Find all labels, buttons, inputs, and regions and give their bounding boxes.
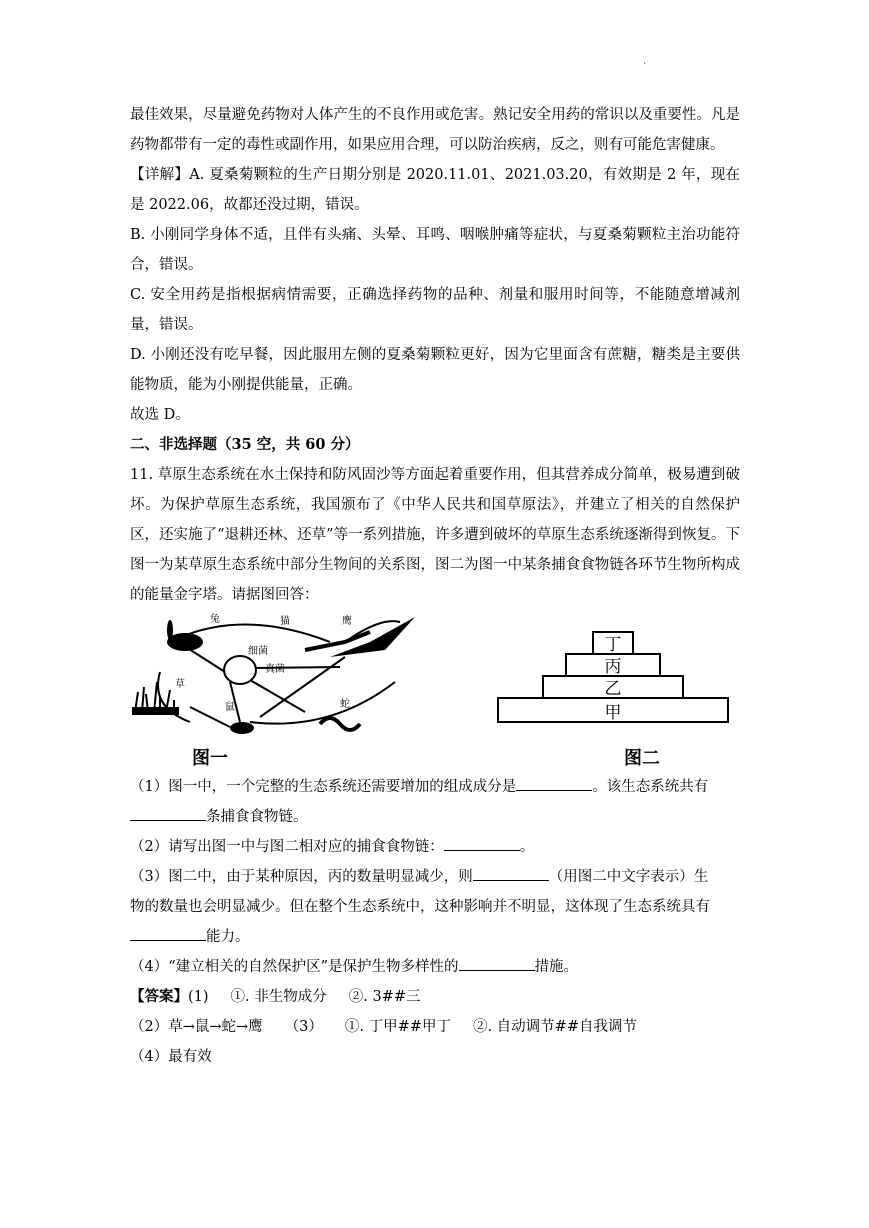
energy-pyramid: [496, 630, 730, 725]
q11-sub3-line2: 物的数量也会明显减少。但在整个生态系统中，这种影响并不明显，这体现了生态系统具有: [130, 899, 710, 915]
q11-sub1-line1: （1）图一中，一个完整的生态系统还需要增加的组成成分是 。该生态系统共有: [130, 772, 740, 802]
q11-sub3-line1: （3）图二中，由于某种原因，丙的数量明显减少，则 （用图二中文字表示）生: [130, 862, 740, 892]
blank-3: [444, 834, 520, 851]
section-title: 二、非选择题（35 空，共 60 分）: [130, 436, 360, 453]
grass-icon: [133, 682, 178, 714]
blank-5: [130, 924, 206, 941]
snake-icon: [320, 718, 360, 730]
pyramid-label-jia: 甲: [604, 703, 622, 723]
detail-d: D. 小刚还没有吃早餐，因此服用左侧的夏桑菊颗粒更好，因为它里面含有蔗糖，糖类是主要供能物质，能为小刚提供能量，正确。: [130, 347, 740, 393]
detail-a: 【详解】A. 夏桑菊颗粒的生产日期分别是 2020.11.01、2021.03.20，有效期是 2 年，现在是 2022.06，故都还没过期，错误。: [130, 167, 740, 213]
page-dot: .: [643, 56, 647, 67]
label-snake: 蛇: [340, 699, 350, 710]
q11-stem: 11. 草原生态系统在水土保持和防风固沙等方面起着重要作用，但其营养成分简单，极易遭到破坏。为保护草原生态系统，我国颁布了《中华人民共和国草原法》，并建立了相关的自然保护区，还实施了“退耕还林、还草”等一系列措施，许多遭到破坏的草原生态系统逐渐得到恢复。下图一为某草原生态系统中部分生物间的关系图，图二为图一中某条捕食食物链各环节生物所构成的能量金字塔。请据图回答：: [130, 467, 740, 603]
q11-sub4: （4）“建立相关的自然保护区”是保护生物多样性的 措施。: [130, 952, 740, 982]
q11-sub2: （2）请写出图一中与图二相对应的捕食食物链： 。: [130, 832, 740, 862]
label-cat: 猫: [280, 616, 290, 627]
blank-4: [473, 864, 549, 881]
detail-choice: 故选 D。: [130, 407, 190, 423]
figure2-caption: 图二: [624, 748, 660, 769]
detail-c: C. 安全用药是指根据病情需要，正确选择药物的品种、剂量和服用时间等，不能随意增减剂量，错误。: [130, 287, 740, 333]
detail-label: 【详解】: [130, 167, 190, 183]
label-bacteria: 细菌: [248, 646, 268, 657]
figures: [130, 612, 740, 772]
blank-6: [459, 954, 535, 971]
pyramid-label-yi: 乙: [604, 679, 622, 699]
figure1-caption: 图一: [192, 748, 228, 769]
answer-label: 【答案】: [130, 988, 188, 1005]
label-rabbit: 兔: [210, 614, 220, 625]
mouse-icon: [230, 722, 254, 734]
q11-sub1-line2: 条捕食食物链。: [130, 802, 740, 832]
blank-2: [130, 804, 206, 821]
answer-line3: （4）最有效: [130, 1049, 212, 1065]
label-fungi: 真菌: [265, 664, 285, 675]
label-mouse: 鼠: [225, 702, 235, 713]
rabbit-icon: [167, 620, 203, 651]
answer-line1: 【答案】(1) ①. 非生物成分 ②. 3##三: [130, 988, 421, 1005]
food-web-figure: [130, 612, 415, 742]
pyramid-label-ding: 丁: [604, 635, 622, 655]
blank-1: [516, 774, 592, 791]
label-hawk: 鹰: [342, 616, 352, 627]
intro-paragraph: 最佳效果，尽量避免药物对人体产生的不良作用或危害。熟记安全用药的常识以及重要性。凡是药物都带有一定的毒性或副作用，如果应用合理，可以防治疾病，反之，则有可能危害健康。: [130, 107, 740, 153]
label-grass: 草: [175, 679, 185, 690]
pyramid-label-bing: 丙: [604, 657, 622, 677]
answer-line2: （2）草→鼠→蛇→鹰 （3） ①. 丁甲##甲丁 ②. 自动调节##自我调节: [130, 1019, 637, 1035]
detail-b: B. 小刚同学身体不适，且伴有头痛、头晕、耳鸣、咽喉肿痛等症状，与夏桑菊颗粒主治功能符合，错误。: [130, 227, 740, 273]
document-body: [130, 100, 740, 1072]
q11-sub3-line3: 能力。: [130, 922, 740, 952]
